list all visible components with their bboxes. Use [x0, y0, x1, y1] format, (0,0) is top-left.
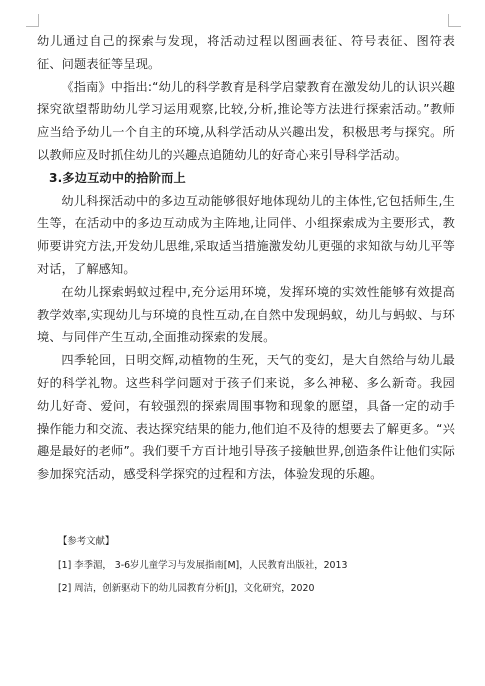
references-section — [58, 530, 458, 601]
crop-mark-top-left — [26, 14, 39, 27]
paragraph: 在幼儿探索蚂蚁过程中,充分运用环境，发挥环境的实效性能够有效提高教学效率,实现幼儿与环境的良性互动,在自然中发现蚂蚁，幼儿与蚂蚁、与环境、与同伴产生互动,全面推动探索的发展。 — [37, 284, 455, 345]
crop-mark-top-right — [448, 14, 461, 27]
paragraph: 《指南》中指出:“幼儿的科学教育是科学启蒙教育在激发幼儿的认识兴趣探究欲望帮助幼儿学习运用观察,比较,分析,推论等方法进行探索活动。”教师应当给予幼儿一个自主的环境,从科学活动从兴趣出发，积极思考与探究。所以教师应及时抓住幼儿的兴趣点追随幼儿的好奇心来引导科学活动。 — [37, 79, 455, 162]
section-heading: 3.多边互动中的拾阶而上 — [49, 170, 186, 185]
reference-item: [2] 周洁，创新驱动下的幼儿园教育分析[J]，文化研究，2020 — [58, 583, 315, 594]
paragraph: 幼儿科探活动中的多边互动能够很好地体现幼儿的主体性,它包括师生,生生等，在活动中的多边互动成为主阵地,让同伴、小组探索成为主要形式，教师要讲究方法,开发幼儿思维,采取适当措施激发幼儿更强的求知欲与幼儿平等对话，了解感知。 — [37, 193, 455, 276]
references-title: 【参考文献】 — [58, 536, 115, 547]
reference-item: [1] 李季湄， 3-6岁儿童学习与发展指南[M]，人民教育出版社，2013 — [58, 559, 348, 571]
document-body — [37, 30, 455, 486]
paragraph: 四季轮回，日明交辉,动植物的生死，天气的变幻，是大自然给与幼儿最好的科学礼物。这些科学问题对于孩子们来说，多么神秘、多么新奇。我园幼儿好奇、爱问，有较强烈的探索周围事物和现象的愿望，具备一定的动手 操作能力和交流、表达探究结果的能力,他们迫不及待的想要去了解更多。“兴趣是最好的老师”。我们要千方百计地引导孩子接触世界,创造条件让他们实际参加探究活动，感受科学探究的过程和方法，体验发现的乐趣。 — [37, 353, 455, 482]
paragraph: 幼儿通过自己的探索与发现，将活动过程以图画表征、符号表征、图符表征、问题表征等呈现。 — [37, 34, 455, 71]
